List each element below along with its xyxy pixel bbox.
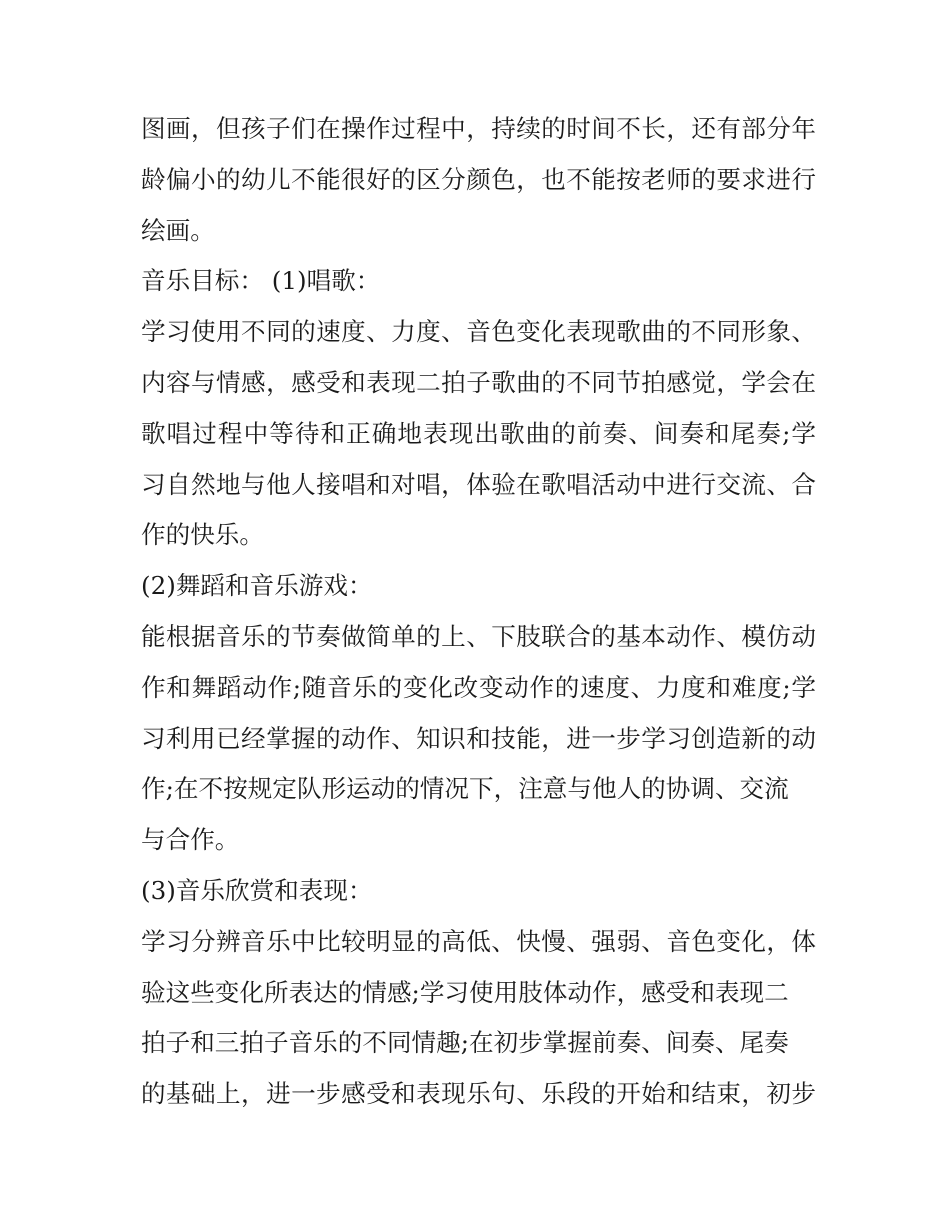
- text-line-3: 绘画。: [141, 215, 215, 245]
- text-line-19: 拍子和三拍子音乐的不同情趣;在初步掌握前奏、间奏、尾奏: [141, 1028, 789, 1058]
- text-line-5: 学习使用不同的速度、力度、音色变化表现歌曲的不同形象、: [141, 317, 816, 347]
- text-line-1: 图画，但孩子们在操作过程中，持续的时间不长，还有部分年: [141, 114, 816, 143]
- text-line-6: 内容与情感，感受和表现二拍子歌曲的不同节拍感觉，学会在: [141, 367, 816, 397]
- text-line-13: 习利用已经掌握的动作、知识和技能，进一步学习创造新的动: [141, 723, 816, 753]
- document-body: [141, 104, 816, 1120]
- section-heading-music-goals: 音乐目标： (1)唱歌：: [141, 266, 381, 296]
- text-line-20: 的基础上，进一步感受和表现乐句、乐段的开始和结束，初步: [141, 1079, 816, 1109]
- text-line-12: 作和舞蹈动作;随音乐的变化改变动作的速度、力度和难度;学: [141, 672, 816, 702]
- section-heading-appreciation: (3)音乐欣赏和表现：: [141, 875, 373, 905]
- text-line-11: 能根据音乐的节奏做简单的上、下肢联合的基本动作、模仿动: [141, 621, 816, 651]
- text-line-9: 作的快乐。: [141, 520, 264, 550]
- text-line-14: 作;在不按规定队形运动的情况下，注意与他人的协调、交流: [141, 774, 789, 804]
- text-line-8: 习自然地与他人接唱和对唱，体验在歌唱活动中进行交流、合: [141, 469, 816, 499]
- text-line-2: 龄偏小的幼儿不能很好的区分颜色，也不能按老师的要求进行: [141, 164, 816, 194]
- text-line-17: 学习分辨音乐中比较明显的高低、快慢、强弱、音色变化，体: [141, 926, 816, 956]
- text-line-18: 验这些变化所表达的情感;学习使用肢体动作，感受和表现二: [141, 977, 789, 1007]
- text-line-15: 与合作。: [141, 825, 240, 855]
- text-line-7: 歌唱过程中等待和正确地表现出歌曲的前奏、间奏和尾奏;学: [141, 418, 816, 448]
- section-heading-dance: (2)舞蹈和音乐游戏：: [141, 571, 373, 601]
